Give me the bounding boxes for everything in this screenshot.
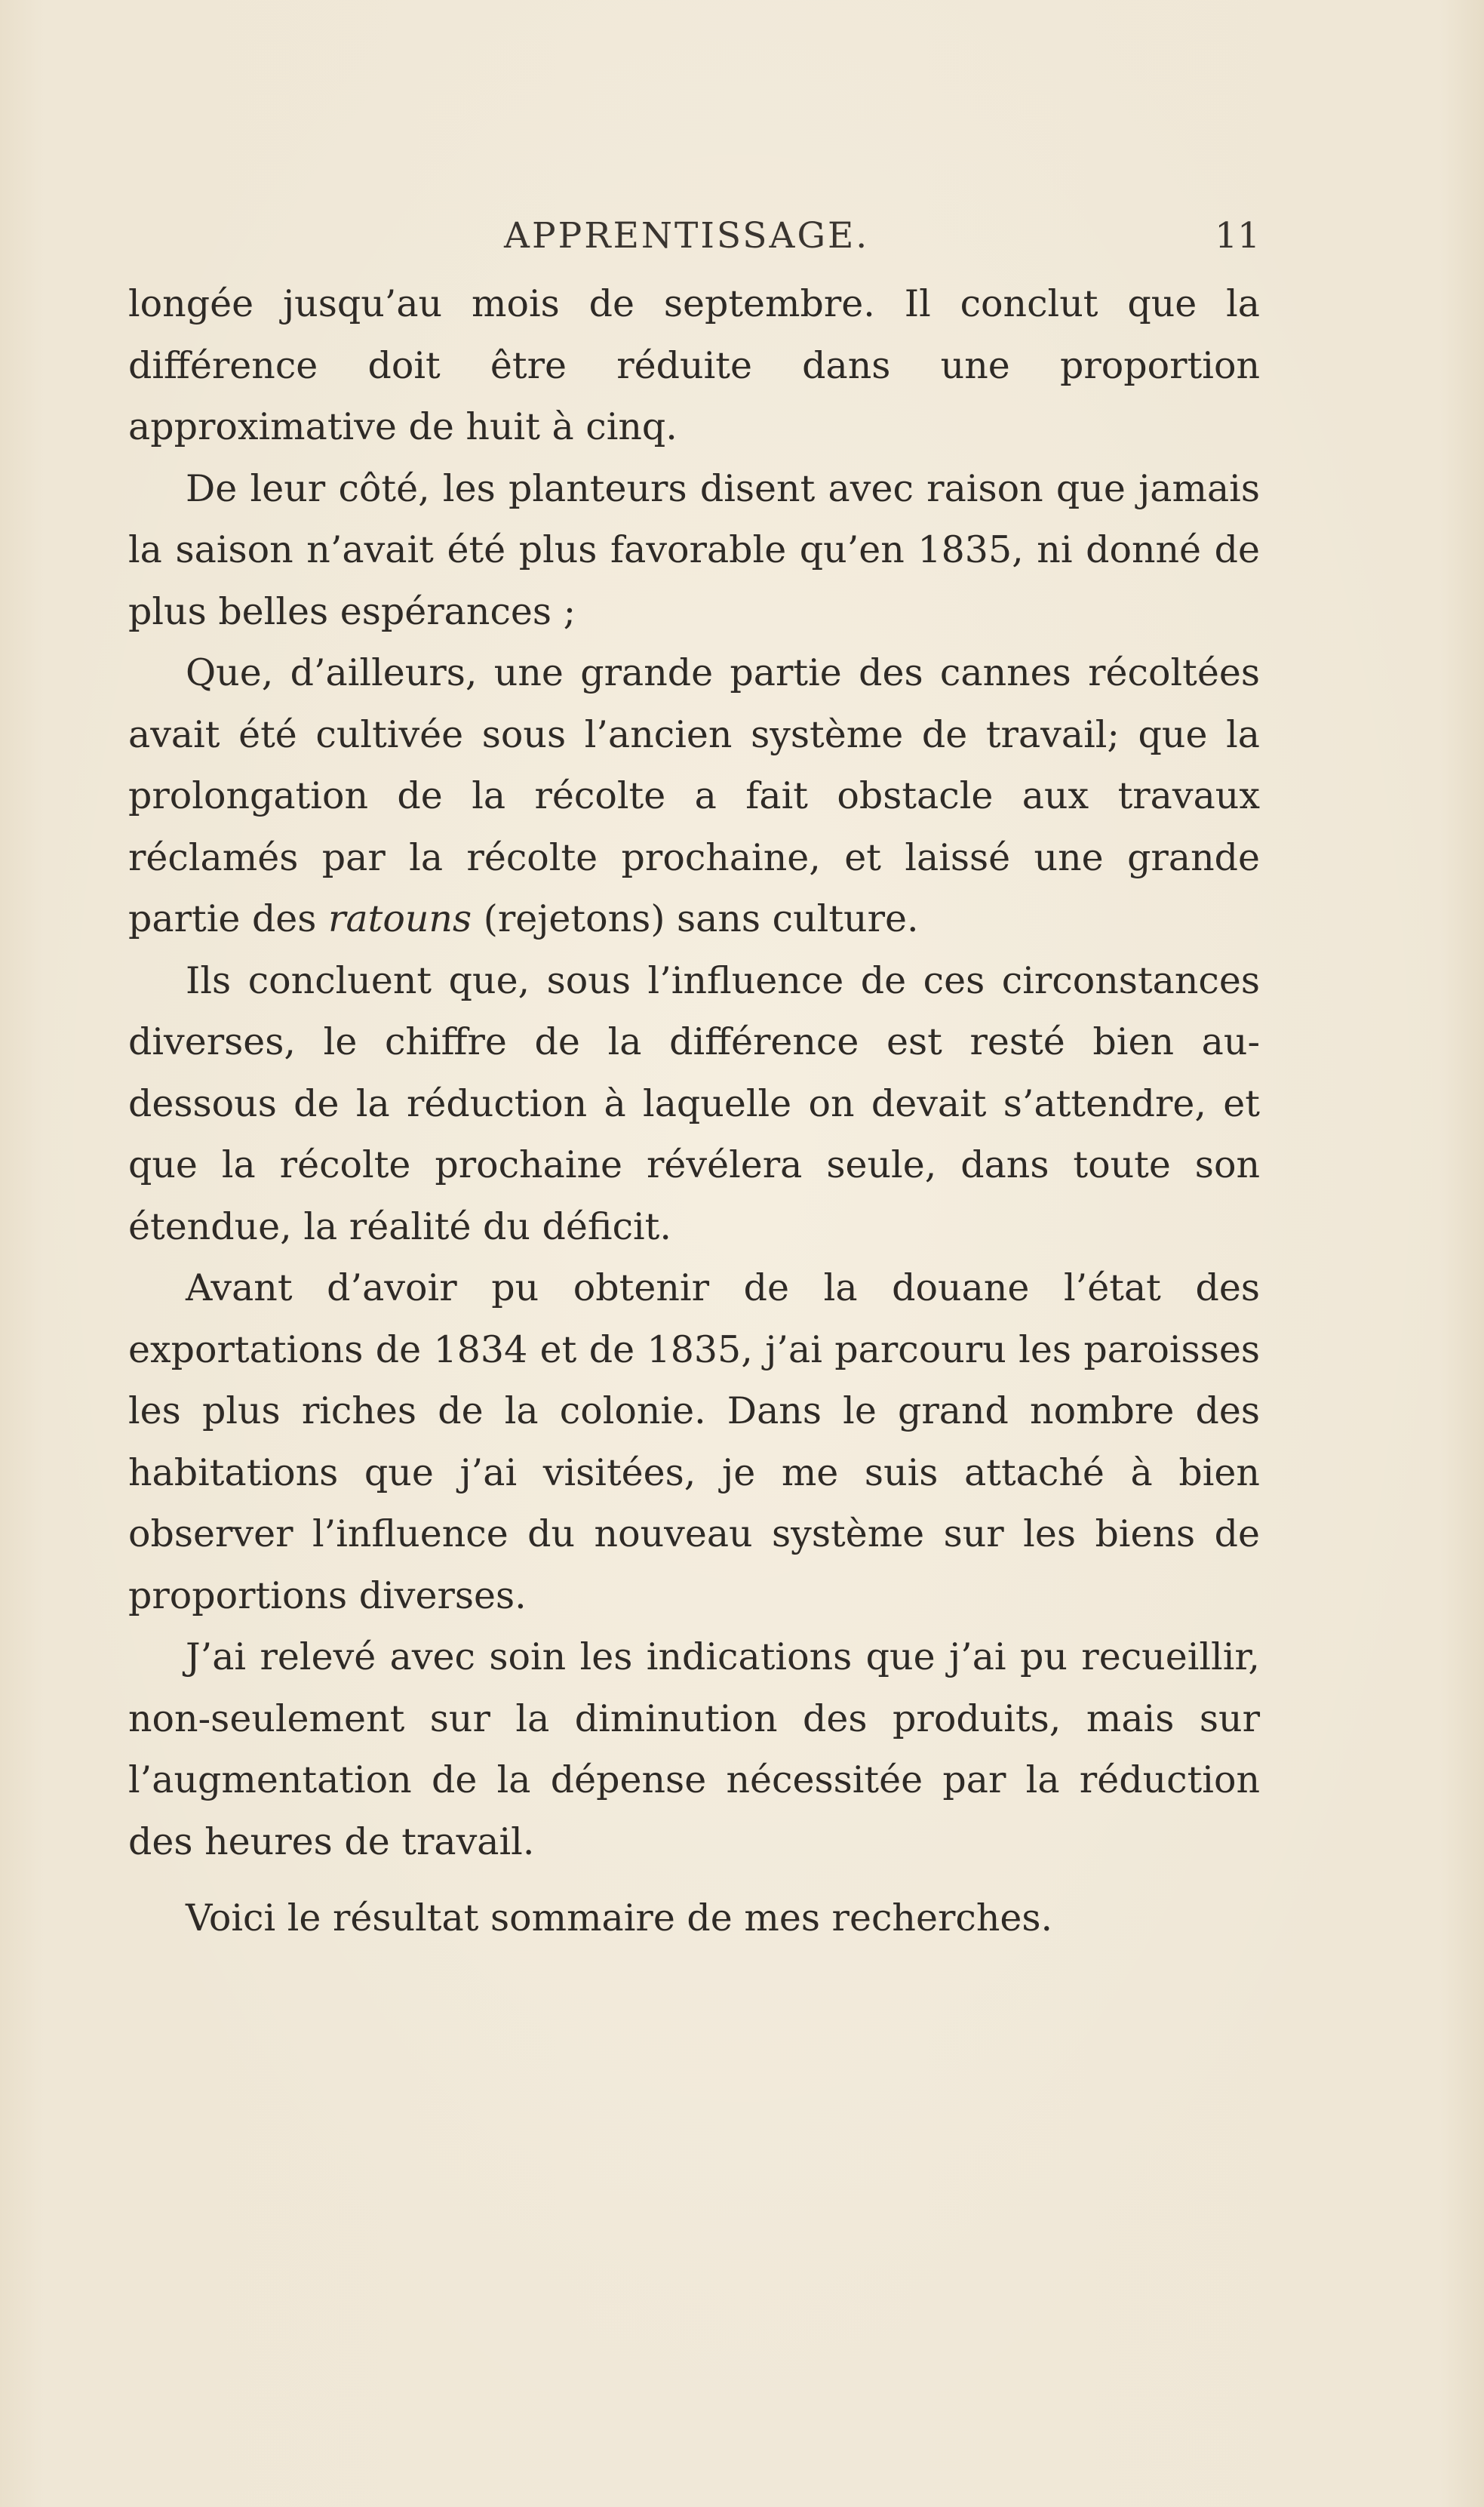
running-head: APPRENTISSAGE.: [504, 215, 870, 257]
paragraph: De leur côté, les planteurs disent avec raison que jamais la saison n’avait été plus favorable qu’en 1835, ni donné de plus belles espérances ;: [128, 466, 1260, 633]
paragraph-text: Que, d’ailleurs, une grande partie des cannes récoltées avait été cultivée sous l’ancien système de travail; que la prolongation de la récolte a fait obstacle aux travaux réclamés par la récolte prochaine, et laissé une grande partie des: [128, 651, 1260, 940]
paragraph: Avant d’avoir pu obtenir de la douane l’état des exportations de 1834 et de 1835, j’ai parcouru les paroisses les plus riches de la colonie. Dans le grand nombre des habitations que j’ai visitées, je me suis attaché à bien observer l’influence du nouveau système sur les biens de proportions diverses.: [128, 1266, 1260, 1617]
paragraph: J’ai relevé avec soin les indications que j’ai pu recueillir, non-seulement sur la diminution des produits, mais sur l’augmentation de la dépense nécessitée par la réduction des heures de travail.: [128, 1635, 1260, 1863]
italic-term: ratouns: [328, 897, 472, 940]
body-text: [128, 273, 1260, 1949]
paragraph-text: (rejetons) sans culture.: [472, 897, 919, 940]
page-header: [128, 210, 1260, 263]
paragraph-final: Voici le résultat sommaire de mes recherches.: [186, 1896, 1053, 1939]
paragraph: Ils concluent que, sous l’influence de ces circonstances diverses, le chiffre de la différence est resté bien au-dessous de la réduction à laquelle on devait s’attendre, et que la récolte prochaine révélera seule, dans toute son étendue, la réalité du déficit.: [128, 958, 1260, 1248]
page-number: 11: [1215, 215, 1260, 257]
paragraph-continued: longée jusqu’au mois de septembre. Il conclut que la différence doit être réduite dans une proportion approximative de huit à cinq.: [128, 282, 1260, 448]
paragraph: [128, 642, 1260, 950]
